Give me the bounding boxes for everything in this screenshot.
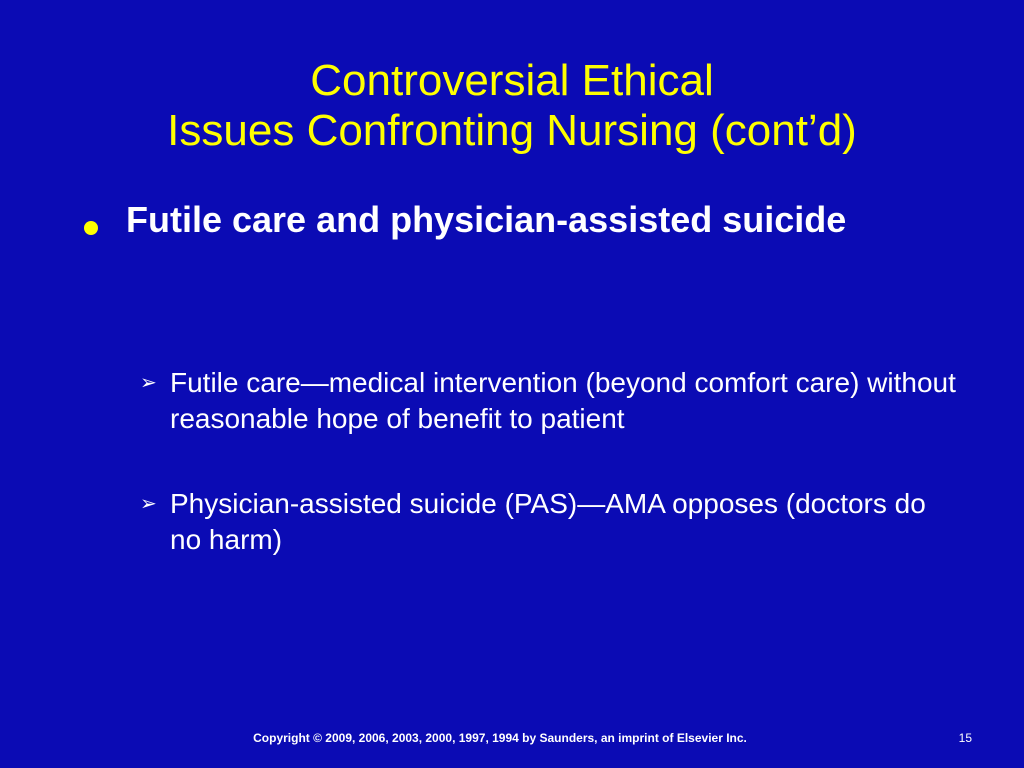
arrowhead-bullet-icon: ➢ — [140, 372, 157, 394]
sub-bullet-futile-care — [140, 365, 960, 437]
sub-bullet-text: Physician-assisted suicide (PAS)—AMA opposes (doctors do no harm) — [170, 488, 926, 555]
slide-title-line-1: Controversial Ethical — [310, 56, 714, 105]
page-number: 15 — [958, 731, 972, 745]
copyright-footer: Copyright © 2009, 2006, 2003, 2000, 1997, 1994 by Saunders, an imprint of Elsevier Inc. — [253, 731, 747, 745]
round-bullet-icon — [84, 221, 98, 235]
main-bullet — [84, 195, 904, 245]
main-bullet-text: Futile care and physician-assisted suicide — [126, 199, 847, 240]
slide-title — [0, 56, 1024, 156]
sub-bullet-text: Futile care—medical intervention (beyond comfort care) without reasonable hope of benefit to patient — [170, 367, 956, 434]
sub-bullet-pas — [140, 486, 960, 558]
slide-title-line-2: Issues Confronting Nursing (cont’d) — [167, 106, 857, 155]
arrowhead-bullet-icon: ➢ — [140, 493, 157, 515]
